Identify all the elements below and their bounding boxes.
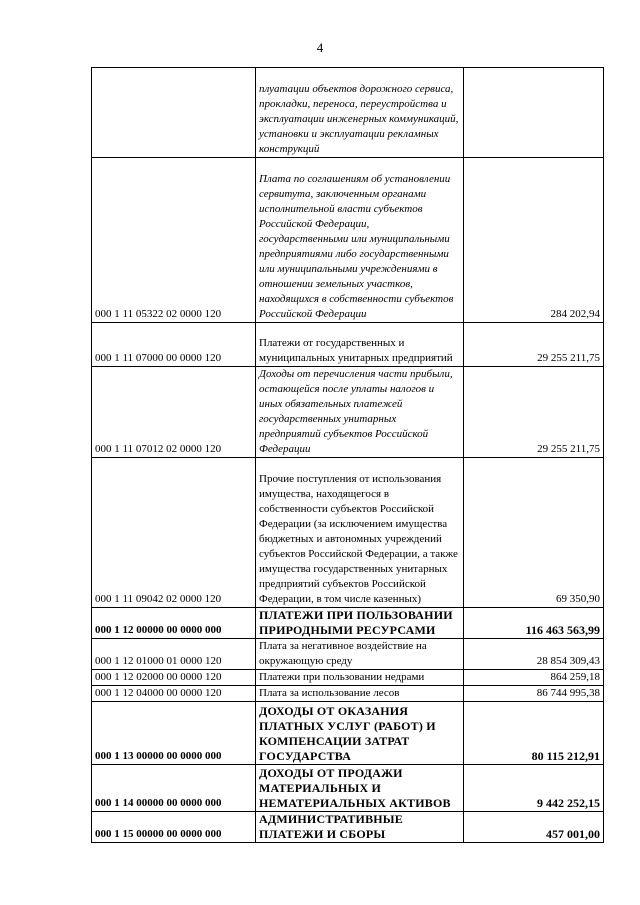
table-row: [92, 323, 604, 367]
table-row: [92, 686, 604, 702]
budget-code-cell: 000 1 12 02000 00 0000 120: [92, 670, 256, 686]
amount-cell: 28 854 309,43: [464, 639, 604, 670]
revenue-name-cell: Плата за использование лесов: [256, 686, 464, 702]
table-row: [92, 158, 604, 323]
amount-cell: 69 350,90: [464, 458, 604, 608]
amount-cell: 80 115 212,91: [464, 702, 604, 765]
revenue-name-cell: АДМИНИСТРАТИВНЫЕ ПЛАТЕЖИ И СБОРЫ: [256, 812, 464, 843]
table-row: [92, 812, 604, 843]
table-row: [92, 702, 604, 765]
budget-code-cell: 000 1 12 04000 00 0000 120: [92, 686, 256, 702]
budget-code-cell: 000 1 11 05322 02 0000 120: [92, 158, 256, 323]
amount-cell: 284 202,94: [464, 158, 604, 323]
revenue-name-cell: ПЛАТЕЖИ ПРИ ПОЛЬЗОВАНИИ ПРИРОДНЫМИ РЕСУРСАМИ: [256, 608, 464, 639]
revenue-name-cell: ДОХОДЫ ОТ ОКАЗАНИЯ ПЛАТНЫХ УСЛУГ (РАБОТ) И КОМПЕНСАЦИИ ЗАТРАТ ГОСУДАРСТВА: [256, 702, 464, 765]
revenue-name-cell: Плата по соглашениям об установлении сервитута, заключенным органами исполнительной власти субъектов Российской Федерации, государственными или муниципальными предприятиями либо государственными или муниципальными учреждениями в отношении земельных участков, находящихся в собственности субъектов Российской Федерации: [256, 158, 464, 323]
revenue-name-cell: Платежи от государственных и муниципальных унитарных предприятий: [256, 323, 464, 367]
amount-cell: 457 001,00: [464, 812, 604, 843]
table-row: [92, 367, 604, 458]
table-row: [92, 458, 604, 608]
amount-cell: 864 259,18: [464, 670, 604, 686]
table-row: [92, 68, 604, 158]
budget-code-cell: 000 1 14 00000 00 0000 000: [92, 765, 256, 812]
budget-code-cell: 000 1 13 00000 00 0000 000: [92, 702, 256, 765]
revenue-name-cell: ДОХОДЫ ОТ ПРОДАЖИ МАТЕРИАЛЬНЫХ И НЕМАТЕРИАЛЬНЫХ АКТИВОВ: [256, 765, 464, 812]
amount-cell: 9 442 252,15: [464, 765, 604, 812]
amount-cell: 29 255 211,75: [464, 323, 604, 367]
budget-code-cell: 000 1 15 00000 00 0000 000: [92, 812, 256, 843]
amount-cell: 116 463 563,99: [464, 608, 604, 639]
budget-code-cell: [92, 68, 256, 158]
table-row: [92, 670, 604, 686]
budget-code-cell: 000 1 11 09042 02 0000 120: [92, 458, 256, 608]
table-row: [92, 765, 604, 812]
page-number: 4: [316, 40, 324, 55]
amount-cell: 29 255 211,75: [464, 367, 604, 458]
budget-code-cell: 000 1 11 07000 00 0000 120: [92, 323, 256, 367]
table-row: [92, 639, 604, 670]
budget-code-cell: 000 1 11 07012 02 0000 120: [92, 367, 256, 458]
amount-cell: [464, 68, 604, 158]
revenue-name-cell: Плата за негативное воздействие на окружающую среду: [256, 639, 464, 670]
budget-code-cell: 000 1 12 00000 00 0000 000: [92, 608, 256, 639]
revenue-name-cell: Доходы от перечисления части прибыли, остающейся после уплаты налогов и иных обязательных платежей государственных унитарных предприятий субъектов Российской Федерации: [256, 367, 464, 458]
revenue-name-cell: плуатации объектов дорожного сервиса, прокладки, переноса, переустройства и эксплуатации инженерных коммуникаций, установки и эксплуатации рекламных конструкций: [256, 68, 464, 158]
revenue-name-cell: Платежи при пользовании недрами: [256, 670, 464, 686]
budget-code-cell: 000 1 12 01000 01 0000 120: [92, 639, 256, 670]
revenue-table: [91, 67, 604, 843]
revenue-name-cell: Прочие поступления от использования имущества, находящегося в собственности субъектов Российской Федерации (за исключением имущества бюджетных и автономных учреждений субъектов Российской Федерации, а также имущества государственных унитарных предприятий субъектов Российской Федерации, в том числе казенных): [256, 458, 464, 608]
amount-cell: 86 744 995,38: [464, 686, 604, 702]
table-row: [92, 608, 604, 639]
